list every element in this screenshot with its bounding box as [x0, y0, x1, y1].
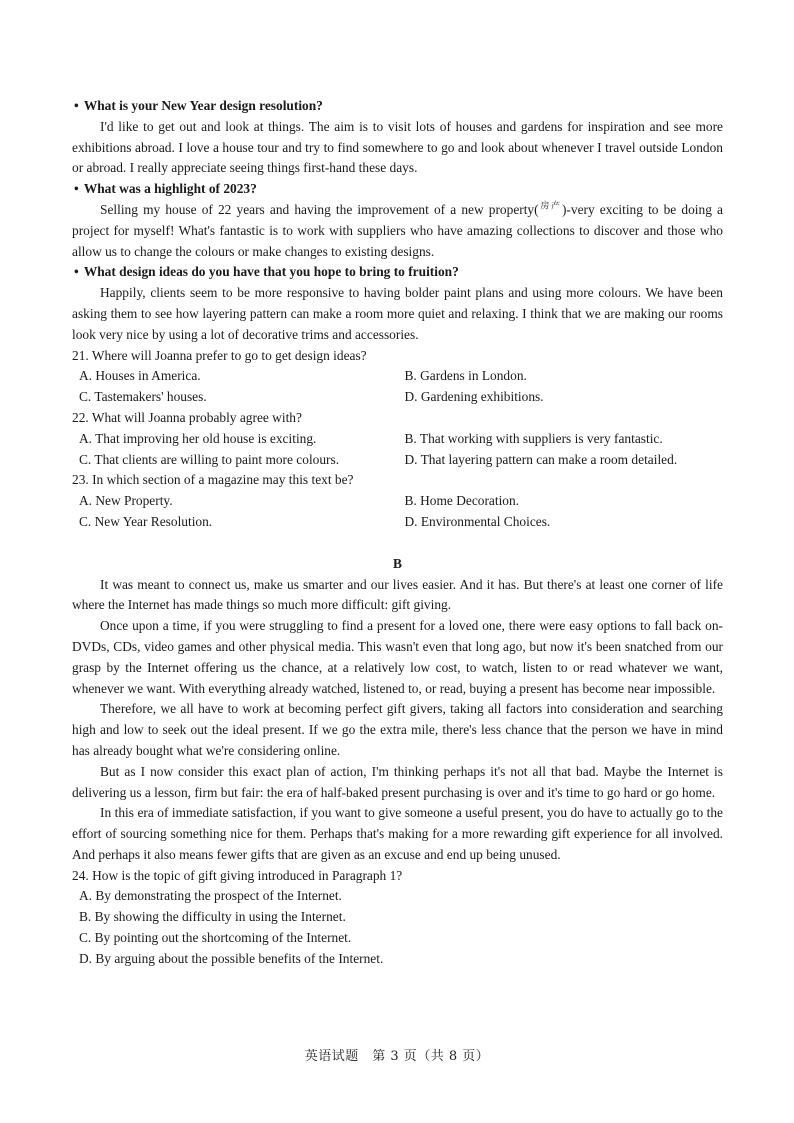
options-row: [72, 366, 723, 387]
option-a: A. By demonstrating the prospect of the Internet.: [79, 888, 342, 904]
option-d: D. Environmental Choices.: [404, 513, 551, 529]
option-b: B. Home Decoration.: [404, 493, 520, 509]
option-a: A. That improving her old house is exciting.: [79, 430, 317, 446]
options-row: [72, 450, 723, 471]
question-21: 21. Where will Joanna prefer to go to get design ideas?: [72, 347, 367, 363]
option-a: A. Houses in America.: [79, 368, 201, 384]
passage-b-paragraph-4: But as I now consider this exact plan of action, I'm thinking perhaps it's not all that bad. Maybe the Internet is delivering us a lesson, firm but fair: the era of half-baked present purchasing is over and it's time to go hard or go home.: [72, 763, 723, 800]
vocab-note: 房产: [538, 200, 562, 211]
passage-b-paragraph-5: In this era of immediate satisfaction, if you want to give someone a useful present, you do have to actually go to the effort of sourcing something nice for them. Perhaps that's making for a more rewarding gift experience for all involved. And perhaps it also means fewer gifts that are given as an excuse and end up being unused.: [72, 805, 723, 862]
interview-answer-3: Happily, clients seem to be more responsive to having bolder paint plans and using more colours. We have been asking them to see how layering pattern can make a room more quiet and relaxing. I think that we are making our rooms look very nice by using a lot of decorative trims and accessories.: [72, 285, 723, 342]
option-b: B. By showing the difficulty in using the Internet.: [79, 909, 346, 925]
bullet-icon: •: [74, 98, 79, 113]
interview-heading-1: [72, 96, 723, 117]
option-d: D. Gardening exhibitions.: [404, 389, 544, 405]
option-a: A. New Property.: [79, 493, 173, 509]
heading-text: What design ideas do you have that you hope to bring to fruition?: [83, 264, 459, 280]
question-23: 23. In which section of a magazine may this text be?: [72, 472, 354, 488]
options-row: [72, 512, 723, 533]
interview-answer-2: [72, 200, 723, 262]
passage-b-paragraph-1: It was meant to connect us, make us smarter and our lives easier. And it has. But there's at least one corner of life where the Internet has made things so much more difficult: gift giving.: [72, 576, 723, 613]
option-c: C. New Year Resolution.: [79, 513, 213, 529]
heading-text: What was a highlight of 2023?: [83, 181, 257, 197]
question-22: 22. What will Joanna probably agree with?: [72, 409, 302, 425]
page-footer: 英语试题 第 3 页（共 8 页）: [304, 1049, 490, 1064]
bullet-icon: •: [74, 264, 79, 280]
answer-text-end: )-very exciting to be doing a project for myself! What's fantastic is to work with suppliers who have amazing collections to discover and those who allow us to change the colours or make changes to existing designs.: [72, 201, 723, 259]
exam-page: [72, 96, 723, 970]
option-c: C. By pointing out the shortcoming of the Internet.: [79, 930, 352, 946]
option-d: D. By arguing about the possible benefits of the Internet.: [79, 950, 384, 966]
option-d: D. That layering pattern can make a room detailed.: [404, 451, 678, 467]
bullet-icon: •: [74, 181, 79, 197]
passage-b-paragraph-3: Therefore, we all have to work at becoming perfect gift givers, taking all factors into consideration and searching high and low to seek out the ideal present. If we go the extra mile, there's less chance that the person we have in mind has already bought what we're considering online.: [72, 701, 723, 758]
option-b: B. That working with suppliers is very fantastic.: [404, 430, 663, 446]
heading-text: What is your New Year design resolution?: [83, 98, 323, 113]
options-row: [72, 429, 723, 450]
interview-answer-1: I'd like to get out and look at things. The aim is to visit lots of houses and gardens for inspiration and see more exhibitions abroad. I love a house tour and try to find somewhere to go and look about whenever I travel outside London or abroad. I really appreciate seeing things first-hand these days.: [72, 118, 723, 176]
option-c: C. Tastemakers' houses.: [79, 389, 207, 405]
options-row: [72, 491, 723, 512]
question-24: 24. How is the topic of gift giving introduced in Paragraph 1?: [72, 867, 403, 883]
options-row: [72, 387, 723, 408]
passage-b-paragraph-2: Once upon a time, if you were struggling to find a present for a loved one, there were easy options to fall back on-DVDs, CDs, video games and other physical media. This wasn't even that long ago, but now it's been snatched from our grasp by the Internet offering us the chance, at a relatively low cost, to watch, listen to or read whatever we want, whenever we want. With everything already watched, listened to, or read, buying a present has become near impossible.: [72, 618, 723, 696]
option-c: C. That clients are willing to paint more colours.: [79, 451, 340, 467]
section-label-b: B: [393, 555, 402, 571]
interview-heading-3: [72, 262, 723, 283]
option-b: B. Gardens in London.: [404, 368, 527, 384]
interview-heading-2: [72, 179, 723, 200]
answer-text-start: Selling my house of 22 years and having the improvement of a new property(: [100, 201, 539, 217]
